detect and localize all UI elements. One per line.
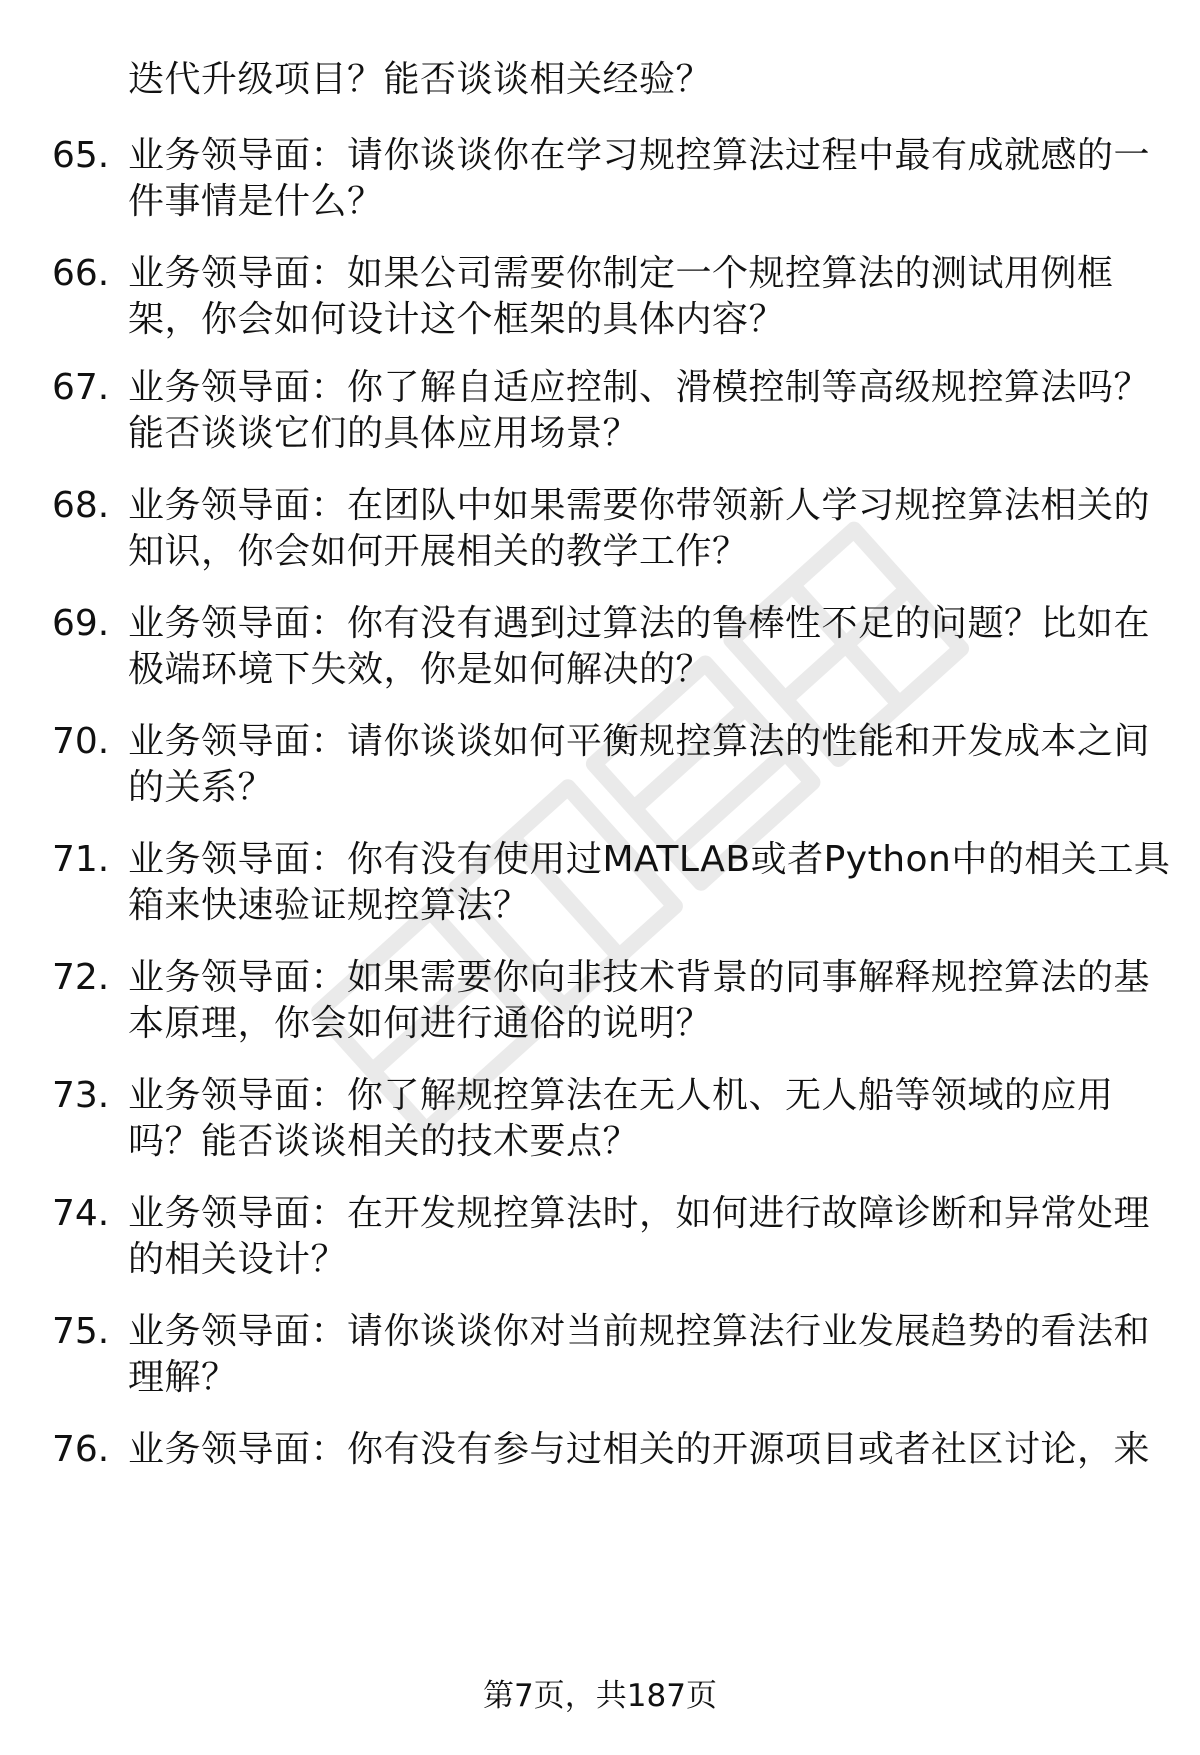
question-number: 66. [52, 253, 110, 294]
question-number: 69. [52, 603, 110, 644]
question-text-line2: 理解？ [128, 1357, 238, 1398]
question-text-line1: 业务领导面：请你谈谈如何平衡规控算法的性能和开发成本之间 [128, 721, 1151, 762]
question-text-line2: 吗？能否谈谈相关的技术要点？ [128, 1121, 640, 1162]
question-text-line2: 知识，你会如何开展相关的教学工作？ [128, 531, 749, 572]
question-number: 76. [52, 1429, 110, 1470]
question-number: 65. [52, 135, 110, 176]
question-text-line2: 的相关设计？ [128, 1239, 348, 1280]
question-text-line1: 业务领导面：在开发规控算法时，如何进行故障诊断和异常处理 [128, 1193, 1151, 1234]
question-text-line1: 业务领导面：你有没有参与过相关的开源项目或者社区讨论，来 [128, 1429, 1151, 1470]
question-number: 74. [52, 1193, 110, 1234]
question-text-line2: 的关系？ [128, 767, 275, 808]
question-text-line2: 本原理，你会如何进行通俗的说明？ [128, 1003, 713, 1044]
question-text-line1: 业务领导面：请你谈谈你对当前规控算法行业发展趋势的看法和 [128, 1311, 1151, 1352]
question-text-line2: 箱来快速验证规控算法？ [128, 885, 530, 926]
question-text-line1: 业务领导面：在团队中如果需要你带领新人学习规控算法相关的 [128, 485, 1151, 526]
question-text-line2: 架，你会如何设计这个框架的具体内容？ [128, 299, 786, 340]
question-number: 73. [52, 1075, 110, 1116]
watermark-logo [284, 494, 996, 1166]
question-text-line1: 业务领导面：如果公司需要你制定一个规控算法的测试用例框 [128, 253, 1114, 294]
question-number: 70. [52, 721, 110, 762]
question-text-line1: 业务领导面：你了解自适应控制、滑模控制等高级规控算法吗？ [128, 367, 1151, 408]
question-text-line2: 能否谈谈它们的具体应用场景？ [128, 413, 640, 454]
page-footer: 第7页，共187页 [483, 1678, 717, 1714]
question-text-line2: 极端环境下失效，你是如何解决的？ [128, 649, 713, 690]
question-text-line1: 业务领导面：你有没有遇到过算法的鲁棒性不足的问题？比如在 [128, 603, 1151, 644]
question-number: 71. [52, 839, 110, 880]
lead-in-continuation: 迭代升级项目？能否谈谈相关经验？ [128, 59, 713, 100]
question-number: 72. [52, 957, 110, 998]
question-text-line2: 件事情是什么？ [128, 181, 384, 222]
question-number: 68. [52, 485, 110, 526]
question-text-line1: 业务领导面：如果需要你向非技术背景的同事解释规控算法的基 [128, 957, 1151, 998]
question-number: 75. [52, 1311, 110, 1352]
question-text-line1: 业务领导面：你有没有使用过MATLAB或者Python中的相关工具 [128, 839, 1171, 880]
question-number: 67. [52, 367, 110, 408]
question-text-line1: 业务领导面：请你谈谈你在学习规控算法过程中最有成就感的一 [128, 135, 1151, 176]
question-text-line1: 业务领导面：你了解规控算法在无人机、无人船等领域的应用 [128, 1075, 1114, 1116]
